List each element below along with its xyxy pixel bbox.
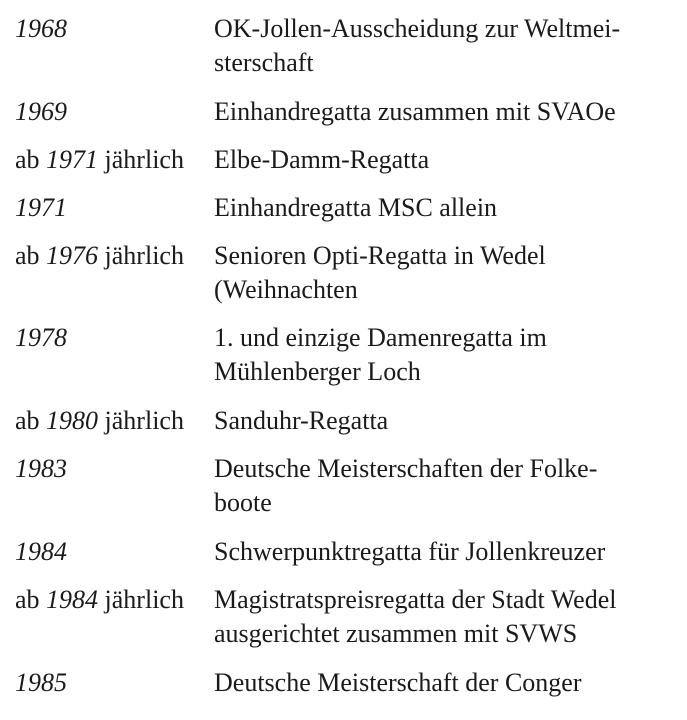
year-suffix: jährlich — [98, 241, 184, 270]
year: 1969 — [15, 97, 67, 126]
entry-1983 — [15, 452, 680, 520]
entry-text — [214, 666, 680, 700]
year-prefix: ab — [15, 406, 47, 435]
year-cell — [15, 143, 214, 177]
entry-text — [214, 452, 680, 520]
entry-text — [214, 191, 680, 225]
entry-1984 — [15, 535, 680, 569]
entry-text — [214, 239, 680, 307]
year: 1983 — [15, 454, 67, 483]
text-line: Mühlenberger Loch — [214, 357, 421, 386]
text-line: boote — [214, 488, 272, 517]
year-cell — [15, 12, 214, 46]
text-line: (Weihnachten — [214, 275, 358, 304]
entry-text — [214, 95, 680, 129]
text-line: Magistratspreisregatta der Stadt Wedel — [214, 585, 617, 614]
year: 1978 — [15, 323, 67, 352]
entry-text — [214, 404, 680, 438]
year-prefix: ab — [15, 145, 47, 174]
entry-text — [214, 535, 680, 569]
year-suffix: jährlich — [98, 585, 184, 614]
text-line: ausgerichtet zusammen mit SVWS — [214, 619, 578, 648]
text-line: Deutsche Meisterschaften der Folke- — [214, 454, 598, 483]
text-line: OK-Jollen-Ausscheidung zur Weltmei- — [214, 14, 621, 43]
year: 1984 — [15, 537, 67, 566]
text-line: Einhandregatta MSC allein — [214, 193, 498, 222]
year-cell — [15, 239, 214, 273]
year-cell — [15, 404, 214, 438]
year: 1980 — [46, 406, 99, 435]
year-cell — [15, 95, 214, 129]
entry-1985 — [15, 666, 680, 700]
year-cell — [15, 535, 214, 569]
text-line: Elbe-Damm-Regatta — [214, 145, 430, 174]
text-line: Senioren Opti-Regatta in Wedel — [214, 241, 546, 270]
entry-1978 — [15, 321, 680, 389]
year: 1971 — [46, 145, 99, 174]
entry-text — [214, 12, 680, 80]
text-line: Schwerpunktregatta für Jollenkreuzer — [214, 537, 606, 566]
entry-1969 — [15, 95, 680, 129]
text-line: 1. und einzige Damenregatta im — [214, 323, 547, 352]
year-cell — [15, 321, 214, 355]
year-prefix: ab — [15, 241, 47, 270]
text-line: Sanduhr-Regatta — [214, 406, 389, 435]
year-cell — [15, 583, 214, 617]
year-suffix: jährlich — [98, 145, 184, 174]
text-line: sterschaft — [214, 48, 314, 77]
year: 1984 — [46, 585, 99, 614]
year-suffix: jährlich — [98, 406, 184, 435]
year-prefix: ab — [15, 585, 47, 614]
entry-1971 — [15, 191, 680, 225]
entry-text — [214, 321, 680, 389]
entry-text — [214, 143, 680, 177]
year-cell — [15, 452, 214, 486]
entry-1984-annual — [15, 583, 680, 651]
year: 1985 — [15, 668, 67, 697]
year: 1976 — [46, 241, 99, 270]
entry-text — [214, 583, 680, 651]
year-cell — [15, 666, 214, 700]
text-line: Einhandregatta zusammen mit SVAOe — [214, 97, 616, 126]
entry-1976-annual — [15, 239, 680, 307]
text-line: Deutsche Meisterschaft der Conger — [214, 668, 582, 697]
entry-1980-annual — [15, 404, 680, 438]
year: 1971 — [15, 193, 67, 222]
regatta-chronicle — [15, 12, 680, 700]
entry-1968 — [15, 12, 680, 80]
year-cell — [15, 191, 214, 225]
entry-1971-annual — [15, 143, 680, 177]
year: 1968 — [15, 14, 67, 43]
